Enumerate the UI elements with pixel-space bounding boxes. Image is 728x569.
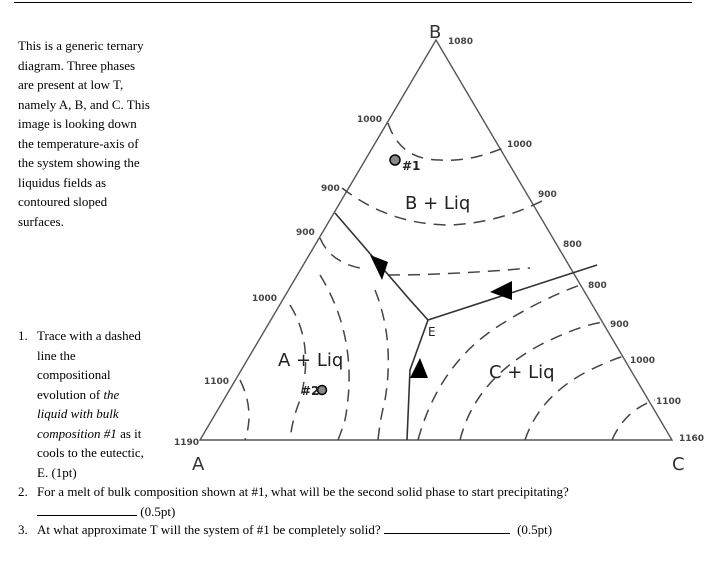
vertex-c-label: C: [672, 454, 685, 475]
temp-ab-1000-upper: 1000: [357, 115, 383, 125]
temp-bc-1000-lower: 1000: [630, 356, 656, 366]
temp-bc-900-lower: 900: [610, 320, 629, 330]
point-2-label: #2: [301, 384, 320, 398]
temp-bc-1000: 1000: [507, 140, 533, 150]
question-2-text: For a melt of bulk composition shown at #1, what will be the second solid phase to start precipitating?: [37, 484, 569, 499]
temp-inner-900: 900: [296, 228, 315, 238]
temp-bc-800: 800: [563, 240, 582, 250]
question-2-number: 2.: [18, 484, 28, 499]
question-3-points: (0.5pt): [517, 522, 553, 537]
field-label-a: A + Liq: [278, 350, 344, 371]
question-1-number: 1.: [18, 328, 28, 343]
question-1-text: Trace with a dashed line the compositional evolution of the liquid with bulk composition #1 as it cools to the eutectic, E. (1pt): [37, 328, 144, 480]
temp-bc-900: 900: [538, 190, 557, 200]
question-2-points: (0.5pt): [140, 503, 176, 519]
question-3-text: At what approximate T will the system of #1 be completely solid?: [37, 522, 381, 537]
temp-bc-1100: 1100: [656, 397, 682, 407]
field-label-c: C + Liq: [489, 362, 555, 383]
temp-c: 1160: [679, 434, 705, 444]
temp-ab-1000: 1000: [252, 294, 278, 304]
temp-ab-900: 900: [321, 184, 340, 194]
arrow-bc-cotectic: [490, 281, 512, 300]
vertex-b-label: B: [429, 22, 442, 43]
arrow-ab-cotectic: [370, 255, 388, 280]
triangle-outline: [200, 40, 672, 440]
point-1-label: #1: [402, 159, 421, 173]
question-3-number: 3.: [18, 522, 28, 537]
eutectic-label: E: [428, 325, 436, 339]
temp-bc-800-lower: 800: [588, 281, 607, 291]
point-1-marker[interactable]: [390, 155, 400, 165]
temp-ab-1100: 1100: [204, 377, 230, 387]
temp-a: 1190: [174, 438, 200, 448]
intro-text: This is a generic ternary diagram. Three phases are present at low T, namely A, B, and C. This image is looking down the temperature-axis of the system showing the liquidus fields as contoured sloped surfaces.: [18, 38, 150, 229]
field-label-b: B + Liq: [405, 193, 471, 214]
vertex-a-label: A: [192, 454, 205, 475]
temp-b: 1080: [448, 37, 474, 47]
